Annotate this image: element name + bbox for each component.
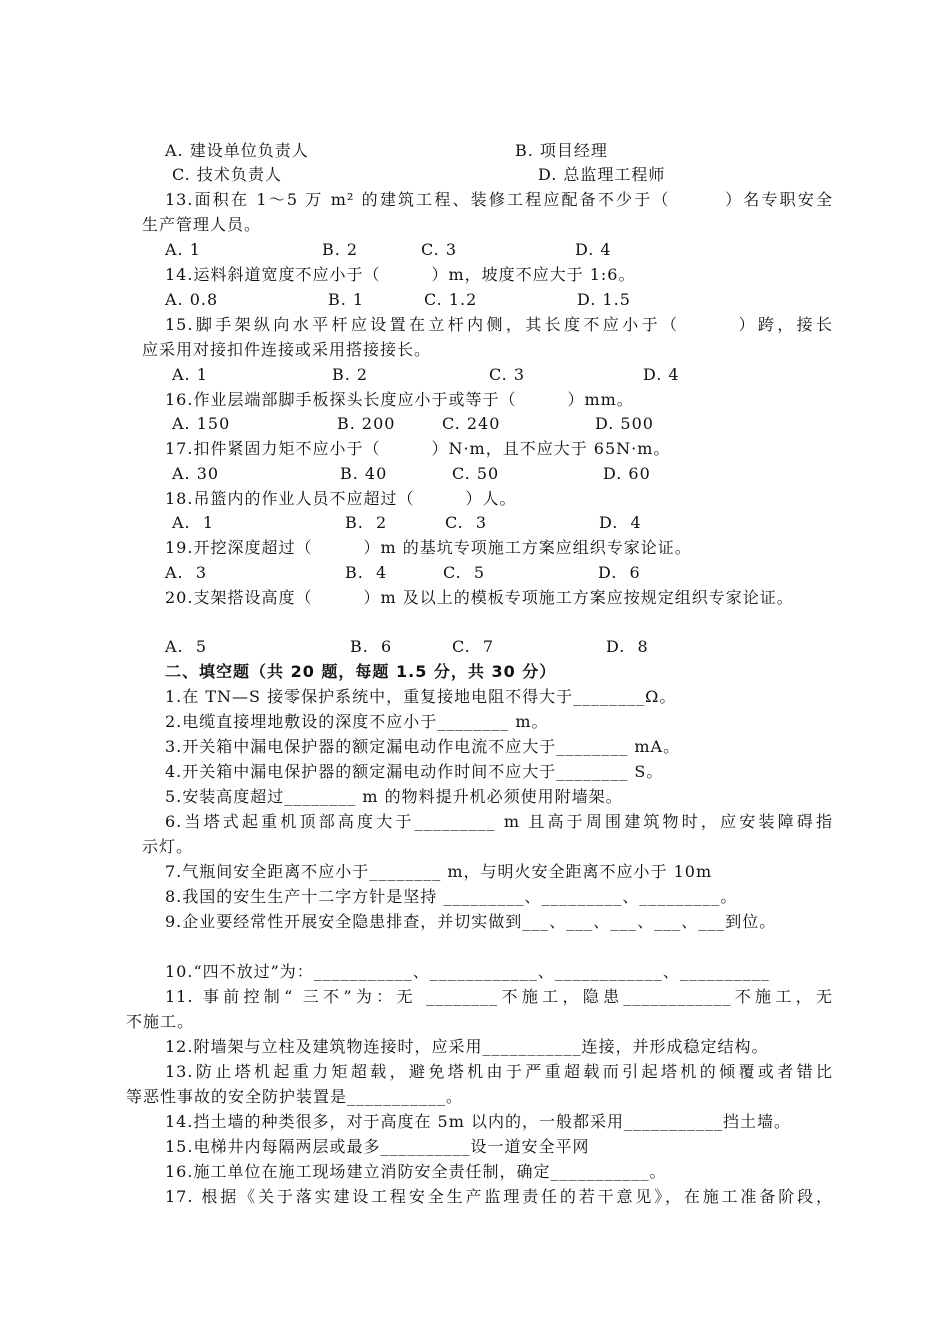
q15-option-b: B. 2 <box>332 365 369 384</box>
fill-q13-line1: 13.防止塔机起重力矩超载，避免塔机由于严重超载而引起塔机的倾覆或者错比 <box>165 1062 833 1081</box>
q15-text-1: 15.脚手架纵向水平杆应设置在立杆内侧，其长度不应小于（ ）跨，接长 <box>165 315 833 334</box>
q16-option-c: C. 240 <box>442 414 501 433</box>
fill-q1: 1.在 TN—S 接零保护系统中，重复接地电阻不得大于________Ω。 <box>165 687 677 706</box>
fill-q15: 15.电梯井内每隔两层或最多__________设一道安全平网 <box>165 1137 590 1156</box>
fill-q10: 10.“四不放过”为：___________、____________、____________、__________ <box>165 962 770 981</box>
section-heading-fill-in: 二、填空题（共 20 题，每题 1.5 分，共 30 分） <box>165 662 557 681</box>
fill-q13-line2: 等恶性事故的安全防护装置是___________。 <box>126 1087 464 1106</box>
fill-q16: 16.施工单位在施工现场建立消防安全责任制，确定___________。 <box>165 1162 667 1181</box>
q14-option-b: B. 1 <box>328 290 365 309</box>
q15-option-a: A. 1 <box>172 365 208 384</box>
fill-q2: 2.电缆直接埋地敷设的深度不应小于________ m。 <box>165 712 549 731</box>
q17-option-d: D. 60 <box>603 464 651 483</box>
q19-text: 19.开挖深度超过（ ）m 的基坑专项施工方案应组织专家论证。 <box>165 538 692 557</box>
q13-option-d: D. 4 <box>575 240 612 259</box>
q19-option-b: B. 4 <box>345 563 388 582</box>
fill-q9: 9.企业要经常性开展安全隐患排查，并切实做到___、___、___、___、___到位。 <box>165 912 777 931</box>
q17-option-b: B. 40 <box>340 464 388 483</box>
fill-q8: 8.我国的安生生产十二字方针是坚持 _________、_________、_________。 <box>165 887 738 906</box>
q18-option-d: D. 4 <box>599 513 642 532</box>
q13-option-c: C. 3 <box>421 240 458 259</box>
q17-option-a: A. 30 <box>172 464 220 483</box>
q18-option-b: B. 2 <box>345 513 388 532</box>
q20-option-a: A. 5 <box>165 637 207 656</box>
fill-q6-line1: 6.当塔式起重机顶部高度大于_________ m 且高于周围建筑物时，应安装障碍指 <box>165 812 833 831</box>
q20-text: 20.支架搭设高度（ ）m 及以上的模板专项施工方案应按规定组织专家论证。 <box>165 588 794 607</box>
q19-option-a: A. 3 <box>165 563 207 582</box>
q19-option-d: D. 6 <box>598 563 641 582</box>
fill-q7: 7.气瓶间安全距离不应小于________ m，与明火安全距离不应小于 10m <box>165 862 713 881</box>
q12-option-a: A. 建设单位负责人 <box>165 141 309 160</box>
q13-option-a: A. 1 <box>165 240 201 259</box>
q17-text: 17.扣件紧固力矩不应小于（ ）N·m，且不应大于 65N·m。 <box>165 439 671 458</box>
fill-q5: 5.安装高度超过________ m 的物料提升机必须使用附墙架。 <box>165 787 623 806</box>
fill-q14: 14.挡土墙的种类很多，对于高度在 5m 以内的，一般都采用___________挡土墙。 <box>165 1112 791 1131</box>
q18-option-a: A. 1 <box>172 513 214 532</box>
q14-text: 14.运料斜道宽度不应小于（ ）m，坡度不应大于 1:6。 <box>165 265 636 284</box>
q17-option-c: C. 50 <box>452 464 500 483</box>
q13-option-b: B. 2 <box>322 240 359 259</box>
q20-option-c: C. 7 <box>452 637 495 656</box>
q15-option-d: D. 4 <box>643 365 680 384</box>
q20-option-d: D. 8 <box>606 637 649 656</box>
q14-option-a: A. 0.8 <box>165 290 219 309</box>
q18-text: 18.吊篮内的作业人员不应超过（ ）人。 <box>165 489 517 508</box>
q16-option-b: B. 200 <box>337 414 396 433</box>
fill-q11-line1: 11. 事前控制“ 三不”为：无 ________不施工，隐患____________不施工，无 <box>165 987 833 1006</box>
q19-option-c: C. 5 <box>443 563 486 582</box>
fill-q6-line2: 示灯。 <box>142 837 194 856</box>
fill-q4: 4.开关箱中漏电保护器的额定漏电动作时间不应大于________ S。 <box>165 762 664 781</box>
q20-option-b: B. 6 <box>350 637 393 656</box>
q15-option-c: C. 3 <box>489 365 526 384</box>
fill-q11-line2: 不施工。 <box>126 1012 195 1031</box>
fill-q17: 17. 根据《关于落实建设工程安全生产监理责任的若干意见》，在施工准备阶段， <box>165 1187 833 1206</box>
q16-text: 16.作业层端部脚手板探头长度应小于或等于（ ）mm。 <box>165 390 634 409</box>
q18-option-c: C. 3 <box>445 513 488 532</box>
q12-option-b: B. 项目经理 <box>515 141 608 160</box>
q16-option-d: D. 500 <box>595 414 654 433</box>
q13-text-2: 生产管理人员。 <box>142 215 262 234</box>
q14-option-c: C. 1.2 <box>424 290 478 309</box>
q12-option-c: C. 技术负责人 <box>172 165 282 184</box>
fill-q12: 12.附墙架与立柱及建筑物连接时，应采用___________连接，并形成稳定结构。 <box>165 1037 769 1056</box>
q15-text-2: 应采用对接扣件连接或采用搭接接长。 <box>142 340 432 359</box>
fill-q3: 3.开关箱中漏电保护器的额定漏电动作电流不应大于________ mA。 <box>165 737 681 756</box>
q13-text-1: 13.面积在 1～5 万 m² 的建筑工程、装修工程应配备不少于（ ）名专职安全 <box>165 190 833 209</box>
q12-option-d: D. 总监理工程师 <box>538 165 666 184</box>
q14-option-d: D. 1.5 <box>577 290 631 309</box>
q16-option-a: A. 150 <box>172 414 231 433</box>
